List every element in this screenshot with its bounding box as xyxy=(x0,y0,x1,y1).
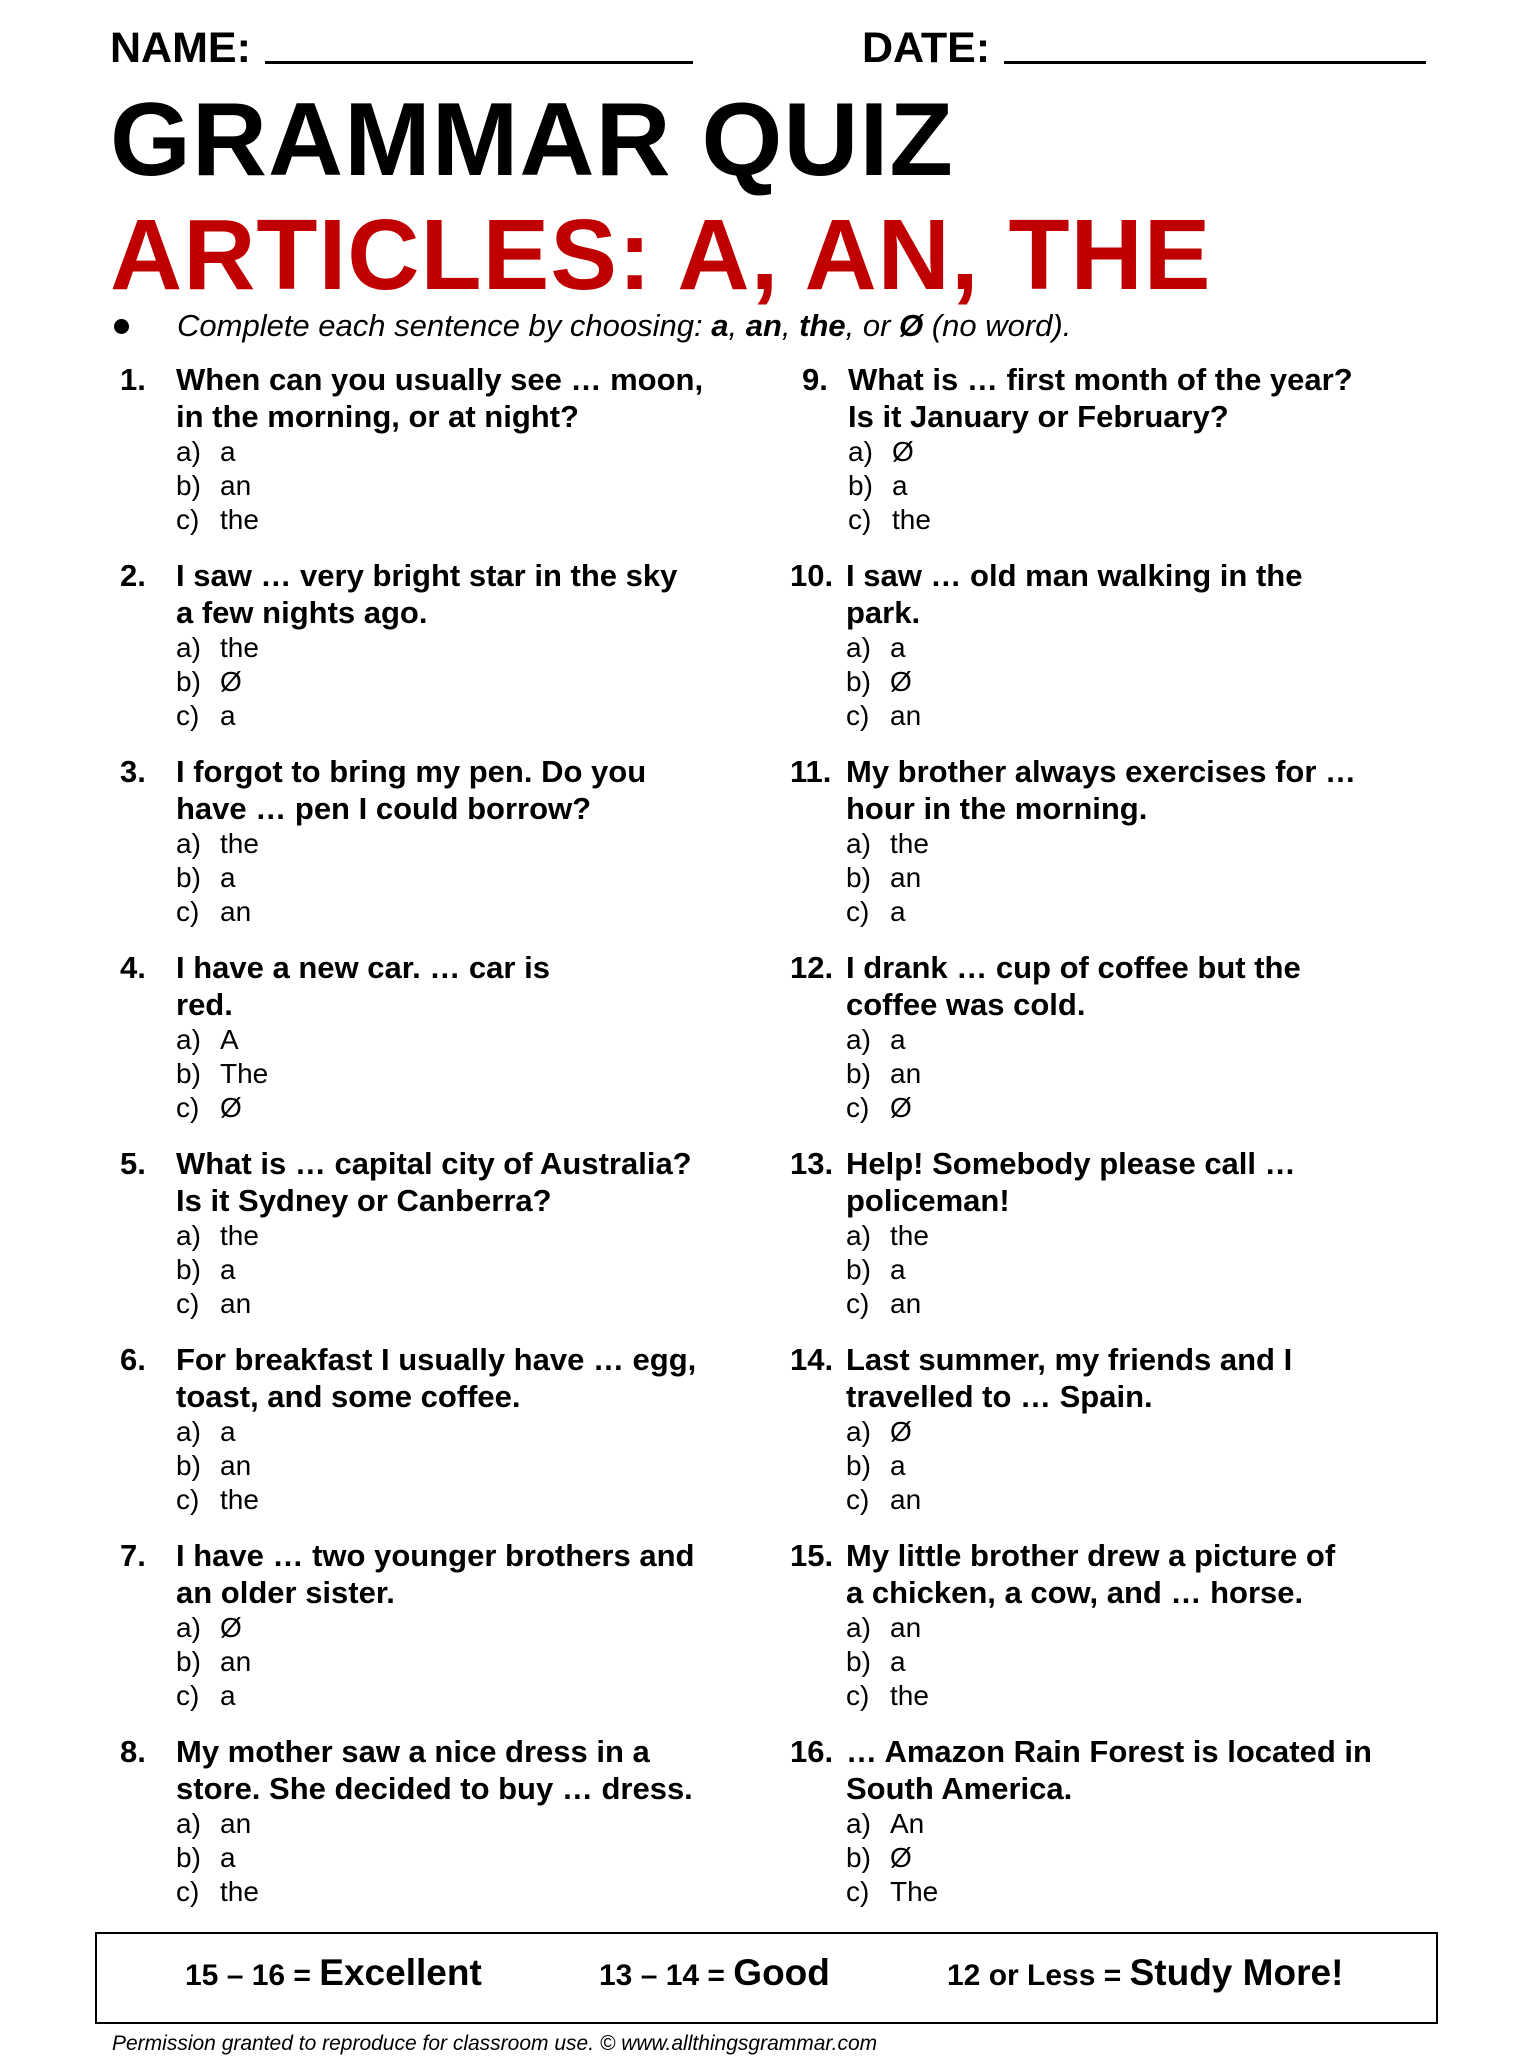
option-text: an xyxy=(220,1288,252,1319)
option-text: a xyxy=(890,1024,906,1055)
option-text: Ø xyxy=(220,666,242,697)
option-letter: c) xyxy=(176,1680,200,1711)
answer-option[interactable] xyxy=(176,503,736,537)
option-text: a xyxy=(890,1450,906,1481)
question-text: When can you usually see … moon, in the morning, or at night? xyxy=(176,362,704,434)
answer-option[interactable] xyxy=(176,699,736,733)
answer-option[interactable] xyxy=(846,1679,1406,1713)
question-body xyxy=(176,558,736,733)
page-title: GRAMMAR QUIZ xyxy=(110,82,954,198)
option-letter: c) xyxy=(176,1288,200,1319)
option-letter: a) xyxy=(176,1220,201,1251)
option-letter: b) xyxy=(176,666,201,697)
option-text: Ø xyxy=(220,1612,242,1643)
option-letter: c) xyxy=(176,1876,200,1907)
option-text: the xyxy=(890,1220,929,1251)
option-text: a xyxy=(220,1416,236,1447)
option-letter: c) xyxy=(848,504,872,535)
option-text: The xyxy=(890,1876,939,1907)
answer-option[interactable] xyxy=(846,1219,1406,1253)
option-letter: c) xyxy=(846,896,870,927)
question-text: I saw … old man walking in the park. xyxy=(846,558,1303,630)
option-letter: b) xyxy=(176,470,201,501)
option-text: the xyxy=(220,828,259,859)
option-letter: c) xyxy=(176,1484,200,1515)
question-body xyxy=(846,1342,1406,1517)
option-text: Ø xyxy=(890,666,912,697)
option-text: a xyxy=(220,1680,236,1711)
option-text: a xyxy=(220,1842,236,1873)
option-text: the xyxy=(890,1680,929,1711)
option-letter: a) xyxy=(176,1416,201,1447)
question-number: 5. xyxy=(120,1146,146,1181)
answer-option[interactable] xyxy=(846,1841,1406,1875)
answer-options xyxy=(846,1023,1406,1125)
option-letter: b) xyxy=(846,1254,871,1285)
answer-option[interactable] xyxy=(846,1091,1406,1125)
answer-option[interactable] xyxy=(846,699,1406,733)
option-text: the xyxy=(892,504,931,535)
question-number: 9. xyxy=(802,362,828,397)
option-letter: b) xyxy=(176,1450,201,1481)
question-text: I forgot to bring my pen. Do you have … pen I could borrow? xyxy=(176,754,647,826)
question-number: 13. xyxy=(790,1146,834,1181)
answer-option[interactable] xyxy=(176,1287,736,1321)
option-letter: a) xyxy=(848,436,873,467)
question-text: My little brother drew a picture of a chicken, a cow, and … horse. xyxy=(846,1538,1336,1610)
option-text: A xyxy=(220,1024,239,1055)
question-number: 6. xyxy=(120,1342,146,1377)
answer-options xyxy=(176,1611,736,1713)
instruction-text: Complete each sentence by choosing: a, an, the, or Ø (no word). xyxy=(177,308,1072,343)
answer-options xyxy=(176,1807,736,1909)
answer-options xyxy=(176,827,736,929)
question-text: I drank … cup of coffee but the coffee was cold. xyxy=(846,950,1301,1022)
option-text: a xyxy=(890,1646,906,1677)
answer-option[interactable] xyxy=(176,1645,736,1679)
option-text: The xyxy=(220,1058,269,1089)
answer-option[interactable] xyxy=(846,1023,1406,1057)
option-letter: b) xyxy=(176,1058,201,1089)
question-text: I have … two younger brothers and an older sister. xyxy=(176,1538,695,1610)
option-letter: c) xyxy=(846,1092,870,1123)
question-number: 8. xyxy=(120,1734,146,1769)
question-number: 10. xyxy=(790,558,834,593)
option-text: a xyxy=(220,1254,236,1285)
option-letter: c) xyxy=(846,1484,870,1515)
answer-option[interactable] xyxy=(176,1841,736,1875)
answer-options xyxy=(176,1415,736,1517)
option-text: Ø xyxy=(890,1416,912,1447)
question-body xyxy=(176,1342,736,1517)
name-blank-line[interactable] xyxy=(265,61,693,64)
option-letter: a) xyxy=(846,1808,871,1839)
option-letter: a) xyxy=(176,1612,201,1643)
option-text: An xyxy=(890,1808,925,1839)
option-text: Ø xyxy=(890,1092,912,1123)
option-letter: c) xyxy=(176,700,200,731)
option-letter: a) xyxy=(846,1612,871,1643)
option-text: an xyxy=(890,862,922,893)
option-text: the xyxy=(890,828,929,859)
question-number: 4. xyxy=(120,950,146,985)
answer-option[interactable] xyxy=(176,1807,736,1841)
option-letter: b) xyxy=(176,1842,201,1873)
question-number: 11. xyxy=(790,754,832,789)
answer-option[interactable] xyxy=(176,1057,736,1091)
option-text: the xyxy=(220,1876,259,1907)
question-body xyxy=(846,1538,1406,1713)
answer-options xyxy=(846,827,1406,929)
answer-options xyxy=(848,435,1408,537)
question-body xyxy=(846,950,1406,1125)
option-letter: a) xyxy=(846,1220,871,1251)
answer-option[interactable] xyxy=(176,861,736,895)
score-excellent: 15 – 16 = Excellent xyxy=(185,1952,482,1993)
option-letter: a) xyxy=(846,1416,871,1447)
option-letter: b) xyxy=(176,862,201,893)
question-body xyxy=(846,754,1406,929)
answer-options xyxy=(176,1219,736,1321)
answer-option[interactable] xyxy=(176,1611,736,1645)
question-text: What is … capital city of Australia? Is it Sydney or Canberra? xyxy=(176,1146,692,1218)
answer-options xyxy=(846,1219,1406,1321)
option-text: a xyxy=(220,862,236,893)
answer-option[interactable] xyxy=(846,861,1406,895)
answer-option[interactable] xyxy=(176,1449,736,1483)
question-text: For breakfast I usually have … egg, toast, and some coffee. xyxy=(176,1342,697,1414)
question-number: 12. xyxy=(790,950,834,985)
answer-option[interactable] xyxy=(176,1483,736,1517)
question-text: What is … first month of the year? Is it January or February? xyxy=(848,362,1353,434)
option-text: an xyxy=(890,1484,922,1515)
question-number: 3. xyxy=(120,754,146,789)
question-text: My mother saw a nice dress in a store. She decided to buy … dress. xyxy=(176,1734,693,1806)
option-text: the xyxy=(220,504,259,535)
question-body xyxy=(846,558,1406,733)
answer-option[interactable] xyxy=(846,1875,1406,1909)
question-number: 2. xyxy=(120,558,146,593)
answer-option[interactable] xyxy=(846,1253,1406,1287)
date-blank-line[interactable] xyxy=(1004,61,1426,64)
question-number: 7. xyxy=(120,1538,146,1573)
answer-option[interactable] xyxy=(848,435,1408,469)
question-body xyxy=(176,1734,736,1909)
answer-option[interactable] xyxy=(176,1679,736,1713)
option-letter: a) xyxy=(176,1808,201,1839)
option-text: Ø xyxy=(892,436,914,467)
answer-option[interactable] xyxy=(846,1057,1406,1091)
score-good: 13 – 14 = Good xyxy=(599,1952,830,1993)
answer-option[interactable] xyxy=(176,827,736,861)
answer-options xyxy=(846,631,1406,733)
footer-copyright: Permission granted to reproduce for classroom use. © www.allthingsgrammar.com xyxy=(112,2032,878,2055)
question-body xyxy=(176,754,736,929)
answer-option[interactable] xyxy=(176,1875,736,1909)
date-label: DATE: xyxy=(862,24,991,72)
answer-option[interactable] xyxy=(848,469,1408,503)
option-letter: a) xyxy=(176,828,201,859)
question-body xyxy=(846,1734,1406,1909)
answer-option[interactable] xyxy=(176,631,736,665)
answer-options xyxy=(846,1807,1406,1909)
answer-option[interactable] xyxy=(846,1645,1406,1679)
option-text: an xyxy=(890,1058,922,1089)
option-text: an xyxy=(220,470,252,501)
option-letter: b) xyxy=(176,1646,201,1677)
name-field xyxy=(110,20,693,70)
answer-option[interactable] xyxy=(846,631,1406,665)
option-text: a xyxy=(220,700,236,731)
question-number: 1. xyxy=(120,362,146,397)
option-text: a xyxy=(890,896,906,927)
answer-option[interactable] xyxy=(848,503,1408,537)
question-text: Help! Somebody please call … policeman! xyxy=(846,1146,1296,1218)
answer-option[interactable] xyxy=(176,435,736,469)
question-body xyxy=(176,1146,736,1321)
answer-option[interactable] xyxy=(846,827,1406,861)
answer-option[interactable] xyxy=(846,1449,1406,1483)
question-number: 14. xyxy=(790,1342,834,1377)
option-text: an xyxy=(890,1288,922,1319)
option-text: Ø xyxy=(890,1842,912,1873)
option-text: the xyxy=(220,632,259,663)
answer-options xyxy=(846,1611,1406,1713)
answer-options xyxy=(176,435,736,537)
answer-option[interactable] xyxy=(846,895,1406,929)
answer-options xyxy=(176,1023,736,1125)
question-body xyxy=(176,950,736,1125)
answer-option[interactable] xyxy=(176,1023,736,1057)
option-text: the xyxy=(220,1484,259,1515)
option-text: an xyxy=(220,1450,252,1481)
option-letter: c) xyxy=(846,1288,870,1319)
option-letter: b) xyxy=(846,1842,871,1873)
answer-option[interactable] xyxy=(846,1807,1406,1841)
option-letter: c) xyxy=(176,896,200,927)
option-letter: c) xyxy=(176,504,200,535)
option-text: an xyxy=(890,1612,922,1643)
question-body xyxy=(848,362,1408,537)
option-letter: c) xyxy=(846,1876,870,1907)
option-text: a xyxy=(220,436,236,467)
answer-option[interactable] xyxy=(176,1091,736,1125)
option-text: an xyxy=(220,896,252,927)
option-letter: a) xyxy=(846,828,871,859)
answer-option[interactable] xyxy=(846,1611,1406,1645)
answer-option[interactable] xyxy=(176,469,736,503)
answer-option[interactable] xyxy=(846,665,1406,699)
option-letter: c) xyxy=(176,1092,200,1123)
option-text: an xyxy=(220,1808,252,1839)
answer-option[interactable] xyxy=(176,1415,736,1449)
answer-options xyxy=(176,631,736,733)
question-number: 16. xyxy=(790,1734,834,1769)
option-letter: b) xyxy=(846,666,871,697)
option-letter: b) xyxy=(846,1450,871,1481)
option-letter: b) xyxy=(846,1646,871,1677)
answer-option[interactable] xyxy=(846,1287,1406,1321)
answer-option[interactable] xyxy=(846,1415,1406,1449)
date-field xyxy=(862,20,1426,70)
score-box xyxy=(95,1932,1438,2024)
question-text: Last summer, my friends and I travelled to … Spain. xyxy=(846,1342,1293,1414)
option-text: a xyxy=(892,470,908,501)
answer-option[interactable] xyxy=(176,1219,736,1253)
question-number: 15. xyxy=(790,1538,834,1573)
question-body xyxy=(846,1146,1406,1321)
question-body xyxy=(176,362,736,537)
score-study-more: 12 or Less = Study More! xyxy=(947,1952,1344,1993)
option-text: an xyxy=(890,700,922,731)
name-label: NAME: xyxy=(110,24,251,72)
question-text: My brother always exercises for … hour in the morning. xyxy=(846,754,1357,826)
option-letter: c) xyxy=(846,1680,870,1711)
option-letter: c) xyxy=(846,700,870,731)
question-body xyxy=(176,1538,736,1713)
option-letter: a) xyxy=(846,632,871,663)
question-text: I have a new car. … car is red. xyxy=(176,950,550,1022)
answer-option[interactable] xyxy=(176,665,736,699)
instruction xyxy=(110,308,1071,344)
option-letter: a) xyxy=(176,436,201,467)
option-text: the xyxy=(220,1220,259,1251)
answer-option[interactable] xyxy=(846,1483,1406,1517)
option-letter: b) xyxy=(176,1254,201,1285)
option-text: a xyxy=(890,632,906,663)
bullet-icon xyxy=(114,319,129,334)
page-subtitle: ARTICLES: A, AN, THE xyxy=(110,199,1212,311)
option-letter: a) xyxy=(176,1024,201,1055)
option-text: a xyxy=(890,1254,906,1285)
option-text: an xyxy=(220,1646,252,1677)
option-letter: a) xyxy=(176,632,201,663)
option-letter: b) xyxy=(848,470,873,501)
option-letter: b) xyxy=(846,862,871,893)
answer-option[interactable] xyxy=(176,895,736,929)
option-letter: a) xyxy=(846,1024,871,1055)
option-text: Ø xyxy=(220,1092,242,1123)
answer-options xyxy=(846,1415,1406,1517)
option-letter: b) xyxy=(846,1058,871,1089)
question-text: … Amazon Rain Forest is located in South America. xyxy=(846,1734,1372,1806)
answer-option[interactable] xyxy=(176,1253,736,1287)
question-text: I saw … very bright star in the sky a few nights ago. xyxy=(176,558,678,630)
